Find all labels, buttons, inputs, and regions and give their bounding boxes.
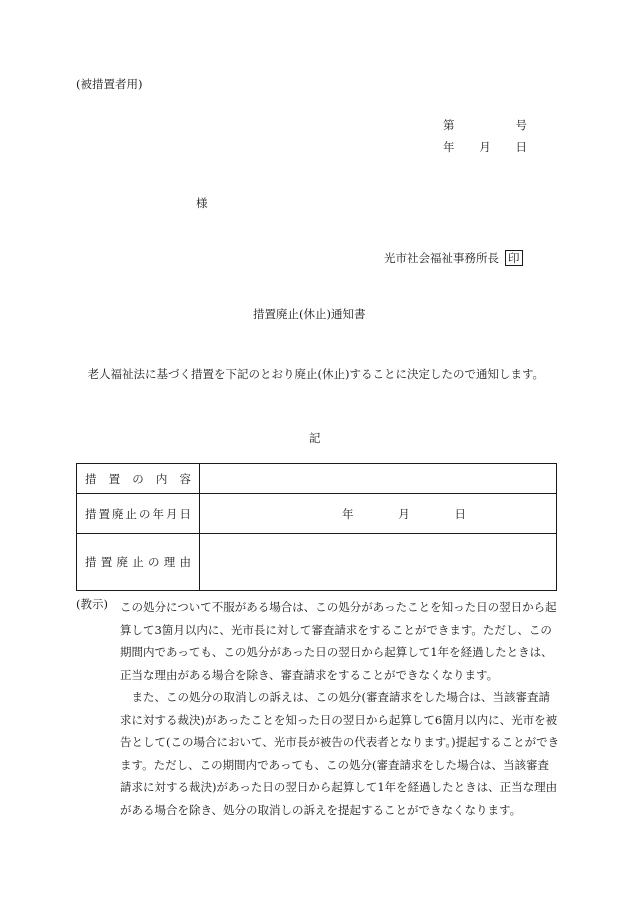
label-char: の — [148, 555, 160, 569]
instruction-para-1: この処分について不服がある場合は、この処分があったことを知った日の翌日から起算して3箇月以内に、光市長に対して審査請求をすることができます。ただし、この期間内であっても、この処分があった日の翌日から起算して1年を経過したときは、正当な理由がある場合を除き、審査請求をすることができなくなります。 — [120, 600, 557, 682]
label-char: 置 — [98, 506, 110, 521]
label-char: 内 — [155, 471, 168, 486]
row-value-cell — [200, 494, 557, 534]
date-day: 日 — [515, 140, 527, 154]
label-char: 止 — [132, 555, 144, 569]
row-label-cell — [77, 464, 200, 494]
label-char: 止 — [125, 506, 137, 521]
instruction-label: (教示) — [76, 597, 108, 611]
label-char: 措 — [85, 555, 97, 569]
record-table — [76, 463, 557, 591]
row-value-cell — [200, 464, 557, 494]
number-dai: 第 — [443, 118, 455, 132]
label-char: 廃 — [112, 506, 124, 521]
label-char: 月 — [166, 506, 178, 521]
table-row — [77, 464, 557, 494]
label-char: 廃 — [116, 555, 128, 569]
instruction-para-2: また、この処分の取消しの訴えは、この処分(審査請求をした場合は、当該審査請求に対する裁決)があったことを知った日の翌日から起算して6箇月以内に、光市を被告として(この場合において、光市長が被告の代表者となります。)提起することができます。ただし、この期間内であっても、この処分(審査請求をした場合は、当該審査請求に対する裁決)があった日の翌日から起算して1年を経過したときは、正当な理由がある場合を除き、処分の取消しの訴えを提起することができなくなります。 — [120, 690, 560, 817]
issuer-line — [384, 250, 523, 266]
row-label — [85, 471, 191, 487]
ki-heading: 記 — [309, 431, 321, 445]
closure-day: 日 — [454, 506, 466, 521]
label-char: の — [139, 506, 151, 521]
seal-mark: 印 — [505, 250, 523, 266]
date-month: 月 — [479, 140, 491, 154]
label-char: 由 — [179, 555, 191, 569]
number-go: 号 — [515, 118, 527, 132]
row-label-cell — [77, 494, 200, 534]
document-number — [443, 117, 527, 133]
label-char: 容 — [179, 471, 191, 486]
label-char: 年 — [152, 506, 164, 521]
row-label — [85, 554, 191, 570]
label-char: の — [132, 471, 144, 486]
closure-month: 月 — [398, 506, 410, 521]
body-text: 老人福祉法に基づく措置を下記のとおり廃止(休止)することに決定したので通知します。 — [87, 367, 545, 381]
issuer-name: 光市社会福祉事務所長 — [384, 251, 499, 265]
row-value-cell — [200, 534, 557, 591]
table-row — [77, 494, 557, 534]
row-label-cell — [77, 534, 200, 591]
label-char: 置 — [108, 471, 121, 486]
closure-year: 年 — [342, 506, 354, 521]
label-char: 日 — [179, 506, 191, 521]
table-row — [77, 534, 557, 591]
label-char: 措 — [85, 506, 97, 521]
label-char: 理 — [163, 555, 176, 569]
addressee-suffix: 様 — [196, 196, 208, 210]
instruction-body — [120, 596, 560, 821]
label-char: 措 — [85, 471, 97, 486]
document-title: 措置廃止(休止)通知書 — [253, 307, 366, 321]
target-note: (被措置者用) — [76, 77, 143, 91]
document-date — [443, 139, 527, 155]
row-label — [85, 506, 191, 522]
date-year: 年 — [443, 140, 455, 154]
label-char: 置 — [100, 555, 113, 569]
closure-date — [342, 506, 466, 522]
